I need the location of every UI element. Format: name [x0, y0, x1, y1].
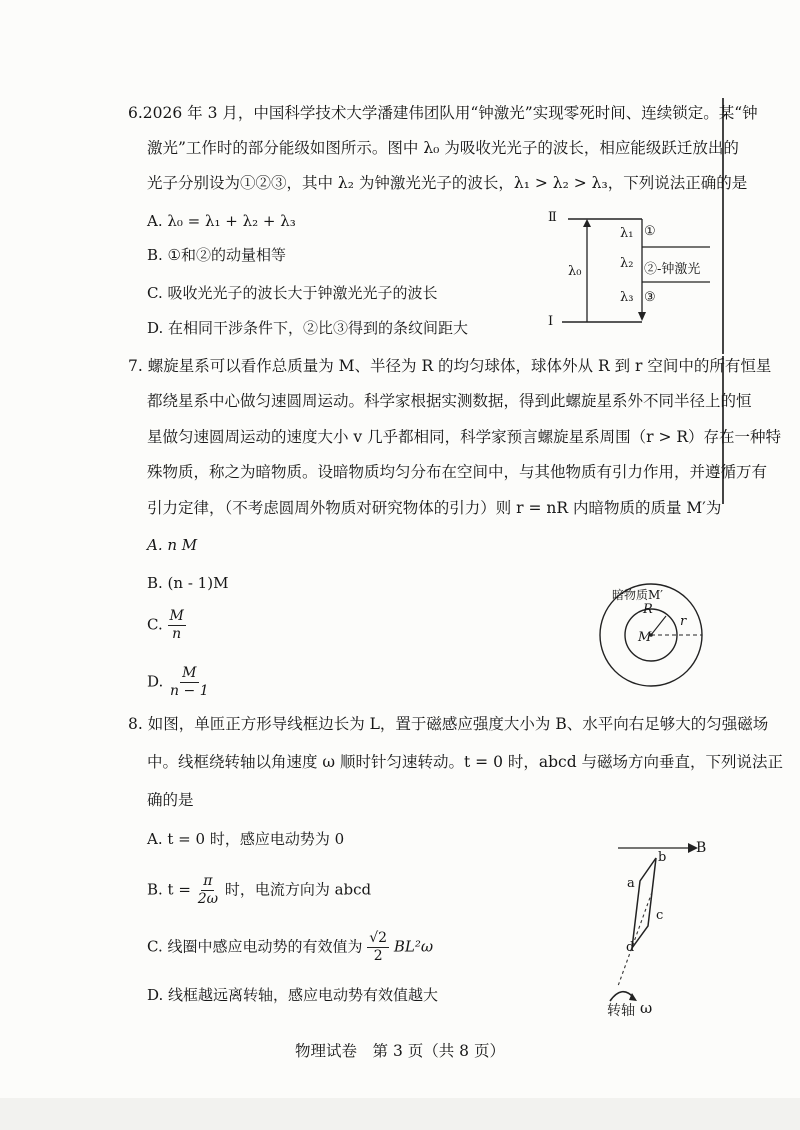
- photon-3-label: ③: [644, 290, 656, 305]
- lambda0-label: λ₀: [568, 264, 582, 279]
- M-label: M: [638, 630, 652, 645]
- q7-stem-line-4: 殊物质，称之为暗物质。设暗物质均匀分布在空间中，与其他物质有引力作用，并遵循万有: [147, 463, 768, 481]
- q6-option-d: D. 在相同干涉条件下，②比③得到的条纹间距大: [147, 319, 469, 337]
- q6-stem-line-2: 激光”工作时的部分能级如图所示。图中 λ₀ 为吸收光光子的波长，相应能级跃迁放出的: [147, 139, 739, 157]
- vertex-d-label: d: [626, 940, 635, 955]
- q8-option-c-suffix: BL²ω: [393, 937, 434, 956]
- q8-option-b: [147, 873, 371, 908]
- vertex-c-label: c: [656, 908, 664, 923]
- scan-bottom-band: [0, 1098, 800, 1130]
- q7-option-c-fraction: [168, 608, 186, 643]
- r-label: r: [680, 614, 687, 629]
- q7-option-c-denominator: n: [172, 626, 182, 642]
- q7-option-d-fraction: [168, 665, 211, 700]
- q7-option-c: [147, 608, 186, 643]
- q8-option-b-suffix: 时，电流方向为 abcd: [224, 880, 372, 899]
- square-loop: [632, 858, 656, 948]
- q6-option-c: C. 吸收光光子的波长大于钟激光光子的波长: [147, 284, 438, 302]
- level-II-label: Ⅱ: [548, 210, 557, 225]
- q7-option-c-prefix: C.: [147, 615, 163, 634]
- q8-option-a: A. t = 0 时，感应电动势为 0: [147, 830, 345, 848]
- q8-option-c-numerator: √2: [369, 930, 388, 946]
- q8-option-b-prefix: B. t =: [147, 880, 191, 899]
- q8-stem-line-1: 8. 如图，单匝正方形导线框边长为 L，置于磁感应强度大小为 B、水平向右足够大的匀强磁场: [128, 715, 769, 733]
- q8-stem-line-2: 中。线框绕转轴以角速度 ω 顺时针匀速转动。t = 0 时，abcd 与磁场方向垂直，下列说法正: [147, 753, 784, 771]
- rotation-axis: [618, 892, 652, 986]
- B-label: B: [696, 840, 707, 856]
- q8-option-b-denominator: 2ω: [197, 891, 219, 907]
- photon-2-label: ②-钟激光: [644, 262, 701, 277]
- photon-1-label: ①: [644, 224, 656, 239]
- q8-option-d: D. 线框越远离转轴，感应电动势有效值越大: [147, 986, 439, 1004]
- q7-option-d: [147, 665, 211, 700]
- vertex-a-label: a: [627, 876, 635, 891]
- q8-option-c-prefix: C. 线圈中感应电动势的有效值为: [147, 937, 363, 956]
- q7-option-d-numerator: M: [182, 665, 197, 681]
- q8-option-c-denominator: 2: [373, 948, 383, 964]
- q7-option-d-denominator: n − 1: [170, 683, 209, 699]
- q7-stem-line-3: 星做匀速圆周运动的速度大小 v 几乎都相同，科学家预言螺旋星系周围（r > R）存在一种特: [147, 428, 782, 446]
- q7-option-b: B. (n - 1)M: [147, 574, 229, 592]
- vertex-b-label: b: [658, 850, 667, 865]
- q6-stem-line-1: 6.2026 年 3 月，中国科学技术大学潘建伟团队用“钟激光”实现零死时间、连续锁定。某“钟: [128, 104, 758, 122]
- q7-stem-line-5: 引力定律，（不考虑圆周外物质对研究物体的引力）则 r = nR 内暗物质的质量 M′为: [147, 499, 722, 517]
- q8-stem-line-3: 确的是: [147, 791, 194, 809]
- dark-matter-label: 暗物质M′: [612, 588, 664, 602]
- q6-option-b: B. ①和②的动量相等: [147, 246, 287, 264]
- lambda3-label: λ₃: [620, 290, 634, 305]
- lambda1-label: λ₁: [620, 226, 634, 241]
- omega-label: ω: [640, 999, 653, 1017]
- q7-option-c-numerator: M: [169, 608, 184, 624]
- axis-label: 转轴: [607, 1003, 635, 1019]
- q7-stem-line-2: 都绕星系中心做匀速圆周运动。科学家根据实测数据，得到此螺旋星系外不同半径上的恒: [147, 392, 752, 410]
- margin-rule-top: [722, 98, 724, 354]
- q7-stem-line-1: 7. 螺旋星系可以看作总质量为 M、半径为 R 的均匀球体，球体外从 R 到 r 空间中的所有恒星: [128, 357, 772, 375]
- q8-option-c-fraction: [367, 930, 389, 965]
- lambda2-label: λ₂: [620, 256, 634, 271]
- q6-option-a: A. λ₀ = λ₁ + λ₂ + λ₃: [147, 212, 296, 230]
- q8-option-c: [147, 930, 433, 965]
- rotating-loop-diagram: [600, 836, 710, 1026]
- page-footer: 物理试卷 第 3 页（共 8 页）: [295, 1042, 505, 1060]
- q8-option-b-numerator: π: [203, 873, 213, 889]
- radius-R-line: [651, 616, 666, 635]
- q7-option-a: A. n M: [147, 536, 198, 554]
- q8-option-b-fraction: [196, 873, 220, 908]
- level-I-label: Ⅰ: [548, 314, 554, 329]
- q6-stem-line-3: 光子分别设为①②③，其中 λ₂ 为钟激光光子的波长，λ₁ > λ₂ > λ₃，下列说法正确的是: [147, 174, 748, 192]
- q7-option-d-prefix: D.: [147, 672, 164, 691]
- R-label: R: [643, 602, 653, 617]
